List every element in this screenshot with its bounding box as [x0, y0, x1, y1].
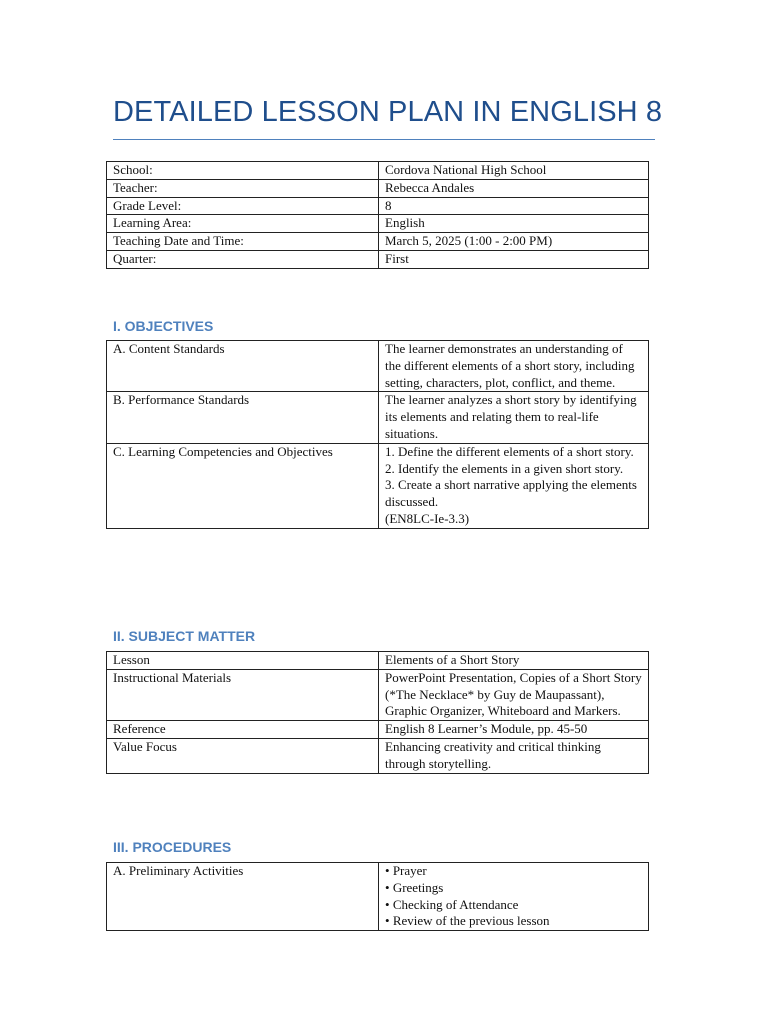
performance-standards-label: B. Performance Standards — [107, 392, 379, 443]
table-row — [107, 341, 649, 392]
table-row — [107, 669, 649, 720]
preliminary-activities-label: A. Preliminary Activities — [107, 863, 379, 931]
reference-label: Reference — [107, 721, 379, 739]
reference-value: English 8 Learner’s Module, pp. 45-50 — [379, 721, 649, 739]
table-row — [107, 215, 649, 233]
info-value-teacher: Rebecca Andales — [379, 179, 649, 197]
instructional-materials-value: PowerPoint Presentation, Copies of a Short Story (*The Necklace* by Guy de Maupassant), Graphic Organizer, Whiteboard and Markers. — [379, 669, 649, 720]
info-value-teaching-date: March 5, 2025 (1:00 - 2:00 PM) — [379, 233, 649, 251]
list-item: • Greetings — [385, 880, 642, 897]
info-table — [106, 161, 649, 269]
objectives-heading: I. OBJECTIVES — [113, 318, 214, 334]
table-row — [107, 652, 649, 670]
content-standards-value: The learner demonstrates an understanding of the different elements of a short story, including setting, characters, plot, conflict, and theme. — [379, 341, 649, 392]
table-row — [107, 250, 649, 268]
table-row — [107, 721, 649, 739]
value-focus-value: Enhancing creativity and critical thinking through storytelling. — [379, 738, 649, 773]
table-row — [107, 162, 649, 180]
competency-code: (EN8LC-Ie-3.3) — [385, 510, 470, 526]
procedures-table — [106, 862, 649, 931]
table-row — [107, 233, 649, 251]
lesson-label: Lesson — [107, 652, 379, 670]
table-row — [107, 392, 649, 443]
preliminary-activities-list — [385, 863, 642, 930]
info-value-learning-area: English — [379, 215, 649, 233]
list-item: • Prayer — [385, 863, 642, 880]
table-row — [107, 863, 649, 931]
objectives-table — [106, 340, 649, 529]
value-focus-label: Value Focus — [107, 738, 379, 773]
info-value-grade-level: 8 — [379, 197, 649, 215]
info-label-quarter: Quarter: — [107, 250, 379, 268]
objective-line: 2. Identify the elements in a given short story. — [385, 460, 624, 476]
info-label-school: School: — [107, 162, 379, 180]
performance-standards-value: The learner analyzes a short story by identifying its elements and relating them to real-life situations. — [379, 392, 649, 443]
content-standards-label: A. Content Standards — [107, 341, 379, 392]
table-row — [107, 179, 649, 197]
objective-line: 1. Define the different elements of a short story. — [385, 443, 634, 459]
lesson-value: Elements of a Short Story — [379, 652, 649, 670]
title-underline — [113, 139, 655, 140]
table-row — [107, 197, 649, 215]
instructional-materials-label: Instructional Materials — [107, 669, 379, 720]
info-label-teaching-date: Teaching Date and Time: — [107, 233, 379, 251]
table-row — [107, 443, 649, 528]
info-label-teacher: Teacher: — [107, 179, 379, 197]
info-value-school: Cordova National High School — [379, 162, 649, 180]
subject-matter-heading: II. SUBJECT MATTER — [113, 628, 256, 644]
preliminary-activities-value — [379, 863, 649, 931]
procedures-heading: III. PROCEDURES — [113, 839, 232, 855]
subject-matter-table — [106, 651, 649, 774]
objective-line: 3. Create a short narrative applying the elements discussed. — [385, 477, 637, 510]
list-item: • Checking of Attendance — [385, 897, 642, 914]
learning-competencies-value — [379, 443, 649, 528]
list-item: • Review of the previous lesson — [385, 913, 642, 930]
learning-competencies-label: C. Learning Competencies and Objectives — [107, 443, 379, 528]
document-title: DETAILED LESSON PLAN IN ENGLISH 8 — [113, 96, 663, 128]
info-value-quarter: First — [379, 250, 649, 268]
info-label-grade-level: Grade Level: — [107, 197, 379, 215]
info-label-learning-area: Learning Area: — [107, 215, 379, 233]
table-row — [107, 738, 649, 773]
